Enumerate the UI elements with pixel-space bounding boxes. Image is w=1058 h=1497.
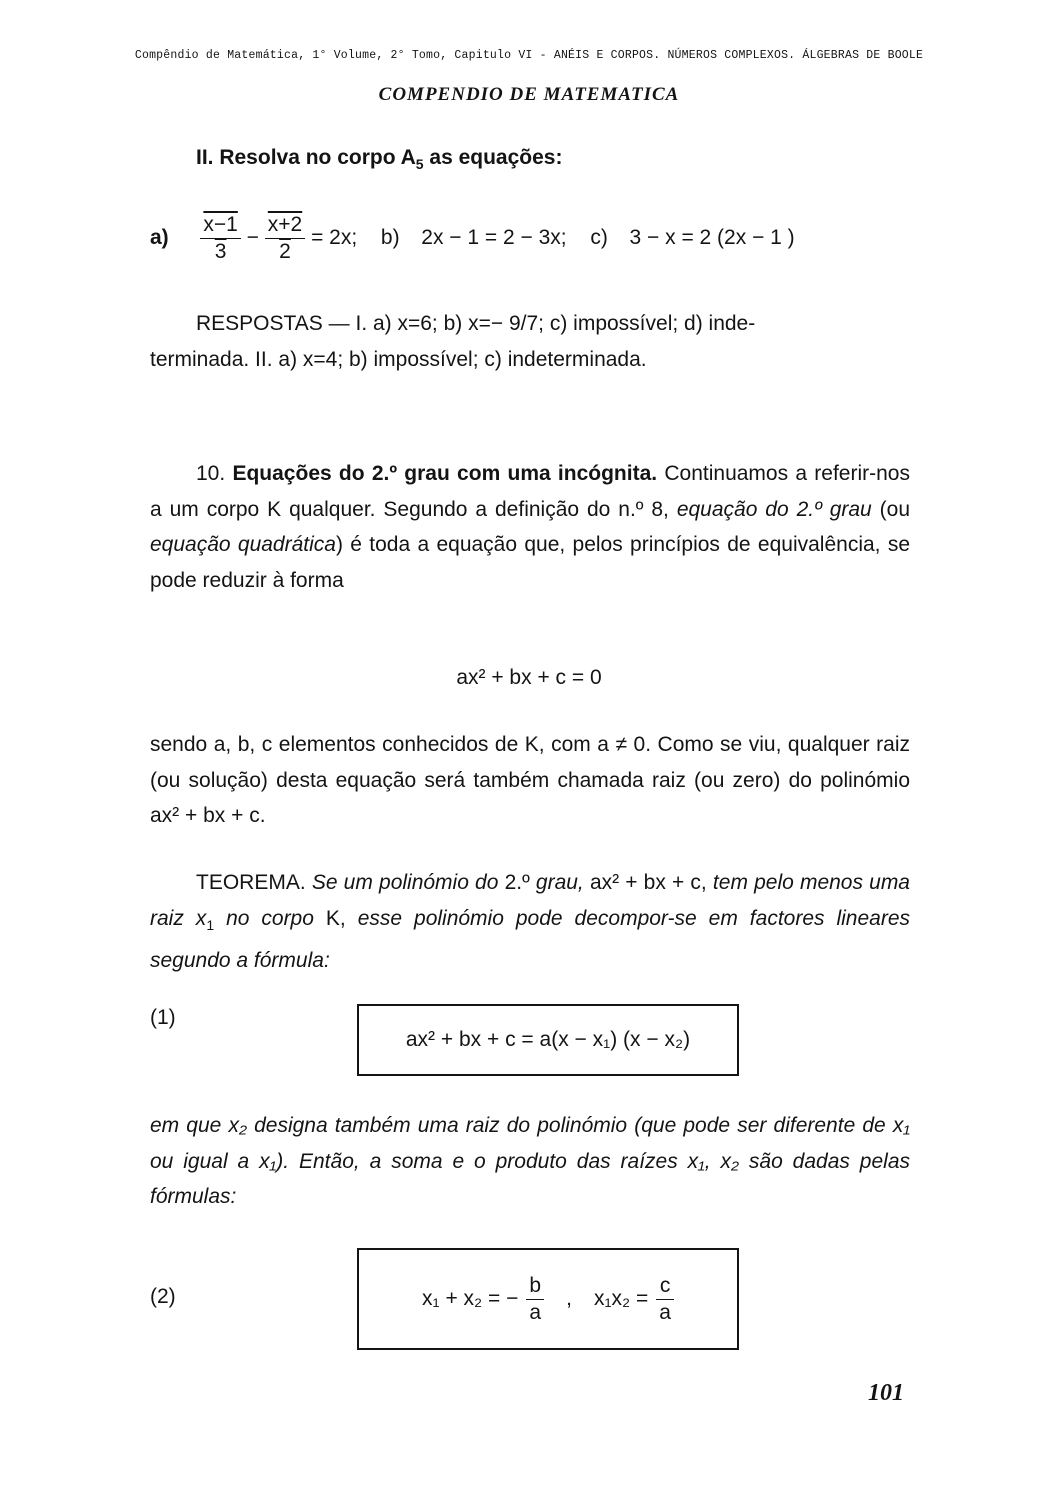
eq2-sum-num: b [526,1273,544,1300]
theorem-poly: ax² + bx + c, [589,871,707,894]
theorem-text-5: esse polinómio pode decompor-se em factores lineares segundo a fórmula: [150,906,910,973]
eq-c-label: c) [590,226,608,250]
eq2-sum-fraction [526,1273,544,1326]
eq2-sum-den: a [529,1300,542,1324]
answers-line-2: terminada. II. a) x=4; b) impossível; c) indeterminada. [150,347,647,371]
page-number: 101 [868,1380,904,1406]
eq2-comma: , [566,1287,572,1310]
section-text-2: (ou [871,497,911,521]
eq2-prod-num: c [656,1273,674,1300]
paragraph-em-que: em que x₂ designa também uma raiz do polinómio (que pode ser diferente de x₁ ou igual a x₁). Então, a soma e o produto das raízes x₁, x₂ são dadas pelas fórmulas: [150,1114,910,1208]
section-text-3: ) é toda a equação que, pelos princípios de equivalência, se pode reduzir à forma [150,533,911,592]
section-number: 10. [196,462,226,485]
eq2-box [357,1248,739,1350]
eq1-formula: ax² + bx + c = a(x − x₁) (x − x₂) [405,1028,691,1051]
eq1-label: (1) [150,1006,176,1029]
section-10-paragraph [150,456,910,598]
book-title: COMPENDIO DE MATEMATICA [378,84,680,105]
section-term-1: equação do 2.º grau [676,497,872,521]
theorem-label: TEOREMA. [196,871,306,894]
eq2-prod-fraction [656,1273,674,1326]
eq1-box [357,1004,739,1076]
eq-a-tail: = 2x; [311,226,358,250]
paragraph-sendo: sendo a, b, c elementos conhecidos de K, com a ≠ 0. Como se viu, qualquer raiz (ou solução) desta equação será também chamada raiz (ou zero) do polinómio ax² + bx + c. [150,733,910,827]
eq-a-minus: − [246,226,259,250]
eq-a-num-1: x−1 [200,212,240,239]
eq2-prod-den: a [659,1300,671,1324]
eq-a-den-2: 2 [279,240,291,263]
eq-b-label: b) [380,226,400,250]
theorem-field: K, [325,906,346,930]
answers-line-1: RESPOSTAS — I. a) x=6; b) x=− 9/7; c) impossível; d) inde- [196,312,756,335]
theorem-text-4: no corpo [214,906,326,930]
eq-a-fraction-2 [265,212,305,265]
answers [150,306,910,377]
section-term-2: equação quadrática [150,533,336,556]
theorem-text-2: grau, [529,871,590,894]
eq2-label: (2) [150,1285,176,1308]
exercise-heading-text: II. Resolva no corpo A [196,146,416,169]
eq-c: 3 − x = 2 (2x − 1 ) [629,226,795,250]
running-header: Compêndio de Matemática, 1° Volume, 2° Tomo, Capitulo VI - ANÉIS E CORPOS. NÚMEROS COMPLEXOS. ÁLGEBRAS DE BOOLE [134,49,924,62]
formula-main: ax² + bx + c = 0 [456,666,602,689]
eq2-prod-lhs: x₁x₂ = [593,1287,649,1310]
eq-a-num-2: x+2 [265,212,305,239]
theorem-text-3: tem pelo menos uma raiz x [150,871,910,930]
exercise-equations [150,212,920,265]
eq-a-label: a) [150,226,169,250]
theorem-degree: 2.º [504,871,530,894]
eq-a-fraction-1 [200,212,240,265]
eq-a-den-1: 3 [214,240,227,263]
exercise-heading-sub: 5 [415,156,424,173]
eq2-sum-lhs: x₁ + x₂ = − [422,1287,519,1310]
section-text-1: Continuamos a referir-nos a um corpo K qualquer. Segundo a definição do n.º 8, [150,462,910,521]
theorem-paragraph: TEOREMA. Se um polinómio do 2.º grau, ax² + bx + c, tem pelo menos uma raiz $x_1$ no corpo K, esse polinómio pode decompor-se em factores lineares segundo a fórmula: [150,871,910,973]
exercise-heading-tail: as equações: [423,146,563,169]
section-title: Equações do 2.º grau com uma incógnita. [232,462,658,485]
eq-b: 2x − 1 = 2 − 3x; [421,226,567,250]
exercise-heading [196,140,562,182]
theorem-text-1: Se um polinómio do [305,871,505,894]
